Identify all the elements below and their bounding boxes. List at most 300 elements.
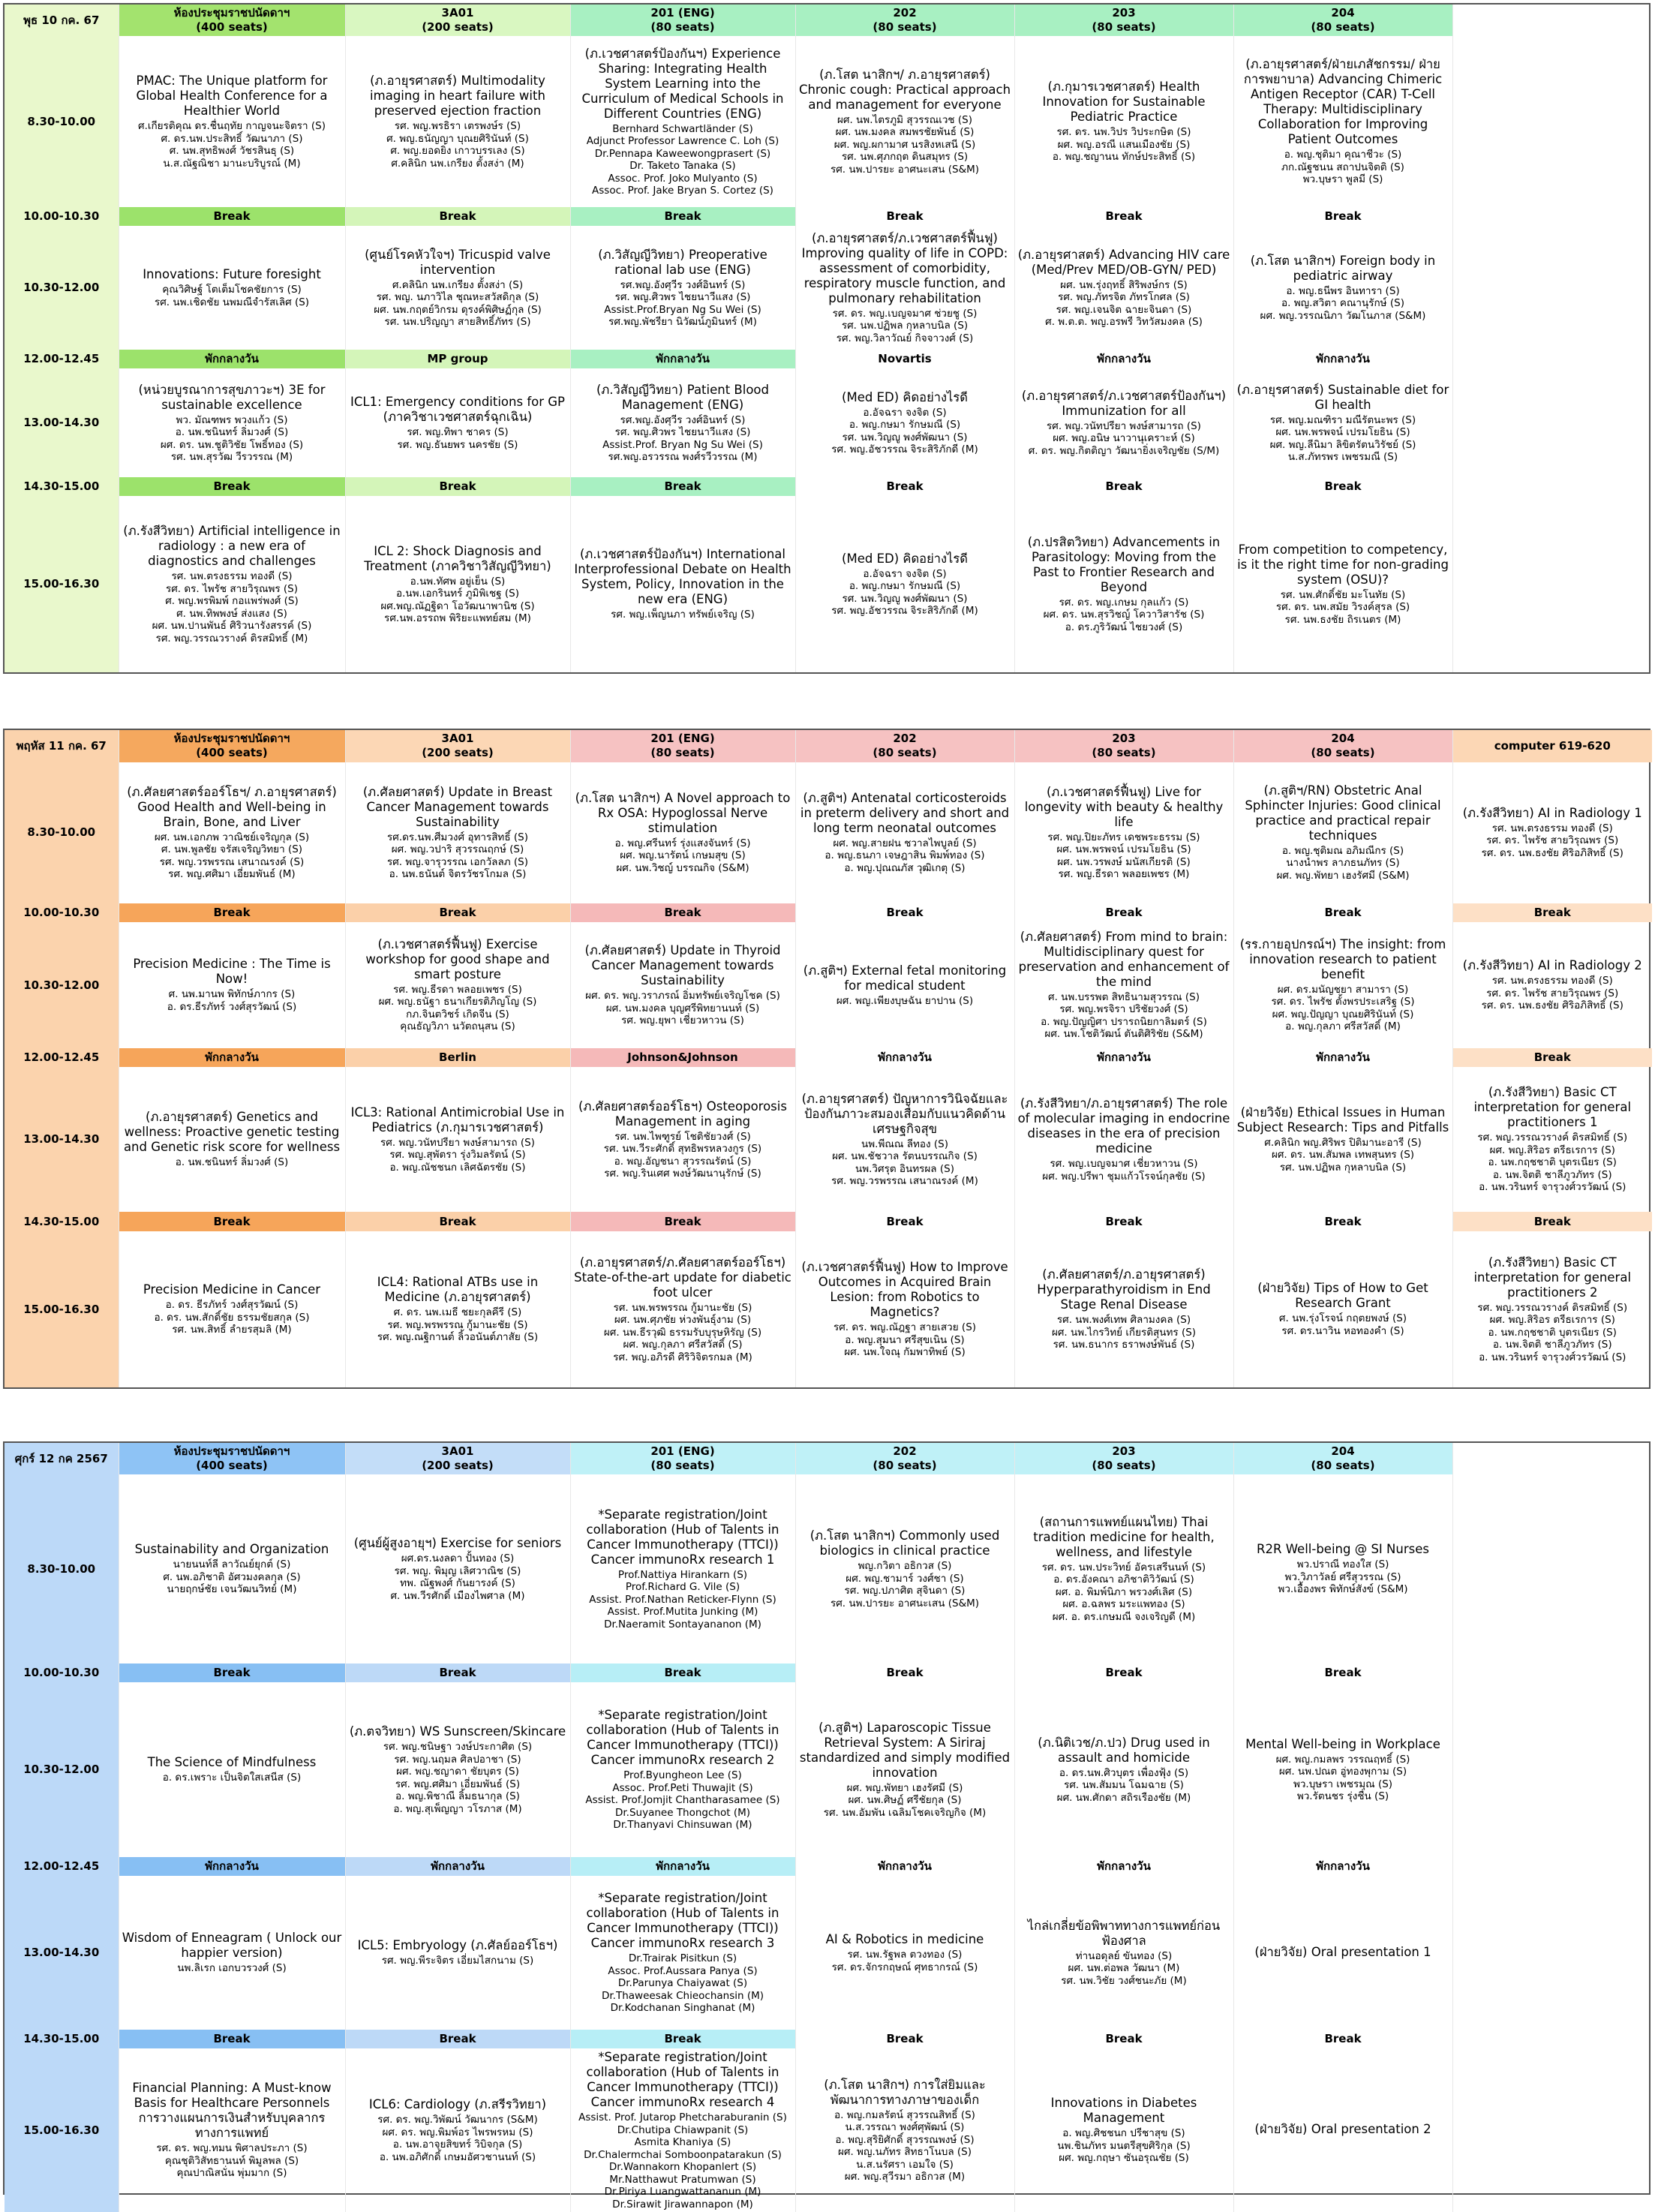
session-cell (1233, 1682, 1452, 1857)
room-name: 3A01 (441, 732, 474, 746)
speaker: รศ. พญ.เบญจมาศ เชี่ยวหาวน (S) (1050, 1158, 1198, 1171)
speaker: ผศ. นพ.ไตรภูมิ สุวรรณเวช (S) (837, 113, 972, 126)
speaker: รศ. ดร. ไพรัช ตั้งพรประเสริฐ (S) (1271, 996, 1415, 1008)
session-cell (345, 226, 570, 350)
room-seats: (200 seats) (422, 746, 494, 760)
session-cell (119, 762, 345, 903)
speaker: รศ. พญ.เพ็ญนภา ทรัพย์เจริญ (S) (611, 609, 755, 621)
session-cell (1014, 36, 1233, 207)
session-cell (345, 1876, 570, 2030)
speaker: นพ.ชินภัทร มนตรีสุขศิริกุล (S) (1057, 2139, 1191, 2152)
session-title: (ฝ่ายวิจัย) Oral presentation 1 (1254, 1944, 1431, 1959)
speaker: Assist. Prof.Mutita Junking (M) (607, 1606, 758, 1618)
session-title: (ภ.เวชศาสตร์ฟื้นฟู) How to Improve Outcomes in Acquired Brain Lesion: from Robotics to Magnetics? (801, 1260, 1008, 1320)
break-cell: Johnson&Johnson (570, 1048, 795, 1067)
break-cell: Break (570, 903, 795, 922)
session-row (5, 36, 1652, 207)
speaker: ผศ. อ. พิมพ์นิภา พรวงศ์เลิศ (S) (1055, 1585, 1193, 1598)
day-schedule-wed (3, 3, 1650, 674)
room-header (119, 1443, 345, 1474)
speaker: อ. พญ.สุริยิศักดิ์ สุวรรณพงษ์ (S) (835, 2133, 975, 2146)
session-row (5, 226, 1652, 350)
speaker: อ. พญ.ธนีพร อินทารา (S) (1286, 284, 1400, 297)
session-cell (1452, 496, 1652, 672)
speaker: ผศ.ดร.นงลดา ปั้นทอง (S) (401, 1552, 515, 1564)
speaker: รศ. ดร.จักรกฤษณ์ ศุทธากรณ์ (S) (831, 1961, 978, 1973)
speaker: Dr.Trairak Pisitkun (S) (628, 1952, 737, 1965)
room-header (795, 730, 1014, 762)
speaker: อ. พญ.สวิตา คณานุรักษ์ (S) (1281, 297, 1404, 310)
session-title: (ฝ่ายวิจัย) Oral presentation 2 (1254, 2122, 1431, 2136)
speaker: รศ. พญ.อัชวรรณ จิระสิริภักดี (M) (831, 605, 978, 617)
schedule-table (5, 5, 1652, 672)
session-title: (ภ.อายุรศาสตร์/ฝ่ายเภสัชกรรม/ ฝ่ายการพยาบาล) Advancing Chimeric Antigen Receptor (CAR) T-Cell Therapy: Multidisciplinary Collaboration for Improving Patient Outcomes (1243, 57, 1443, 147)
break-cell: พักกลางวัน (570, 1857, 795, 1876)
speaker: ผศ. พญ.กุลภา ศรีสวัสดิ์ (S) (623, 1339, 743, 1351)
speaker: Adjunct Professor Lawrence C. Loh (S) (586, 135, 779, 147)
break-cell: Break (1233, 207, 1452, 226)
speaker: กภ.จินตวิชร์ เกิดจีน (S) (406, 1008, 509, 1020)
session-cell (345, 762, 570, 903)
session-title: (ภ.สูติฯ) Laparoscopic Tissue Retrieval System: A Siriraj standardized and simply modified innovation (799, 1720, 1011, 1780)
speaker: รศ. นพ.ศุภกฤต ดินสมุทร (S) (841, 151, 969, 164)
room-header (570, 1443, 795, 1474)
speaker: Dr.Kodchanan Singhanat (M) (610, 2002, 755, 2015)
session-cell (1233, 1067, 1452, 1212)
session-cell (345, 2048, 570, 2212)
speaker: รศ. นพ.ตรงธรรม ทองดี (S) (171, 570, 293, 582)
speaker: ผศ. ดร. นพ.สุรวิชญ์ โควาวิสารัช (S) (1043, 609, 1205, 621)
session-cell (1014, 762, 1233, 903)
time-slot: 10.30-12.00 (5, 1682, 119, 1857)
session-cell (1452, 762, 1652, 903)
speaker: รศ. พญ.ภัทรจิต ภัทรโกศล (S) (1058, 291, 1190, 303)
speaker: ผศ. อ.ฉลพร มระแพทอง (S) (1062, 1598, 1185, 1611)
session-cell (1233, 762, 1452, 903)
session-title: (ภ.ศัลยศาสตร์ออร์โธฯ/ ภ.อายุรศาสตร์) Good Health and Well-being in Brain, Bone, and Liver (127, 784, 337, 829)
speaker: รศ. พญ.ยุพา เชี่ยวหาวน (S) (621, 1014, 744, 1027)
speaker: ผศ. พญ.ชญาดา ชัยบุตร (S) (396, 1766, 519, 1778)
speaker: ศ.คลินิก พญ.ศิริพร ปิติมานะอารี (S) (1264, 1136, 1422, 1149)
break-cell: Break (119, 2030, 345, 2048)
break-cell: Break (345, 207, 570, 226)
break-row (5, 207, 1652, 226)
break-cell: Break (1014, 1212, 1233, 1231)
room-name: 204 (1331, 732, 1355, 746)
session-title: (ภ.ศัลยศาสตร์ออร์โธฯ) Osteoporosis Management in aging (578, 1098, 787, 1129)
break-cell: Break (1233, 2030, 1452, 2048)
session-title: (ภ.วิสัญญีวิทยา) Preoperative rational lab use (ENG) (598, 247, 767, 277)
speaker: Dr.Suyanee Thongchot (M) (614, 1806, 751, 1819)
break-cell (1452, 207, 1652, 226)
speaker: อ. พญ.ชญานน ทักษ์ประสิทธิ์ (S) (1052, 151, 1196, 164)
speaker: นพ.ลิเรก เอกบวรวงศ์ (S) (177, 1962, 287, 1975)
room-seats: (80 seats) (1311, 1459, 1375, 1472)
session-cell (345, 368, 570, 477)
session-cell (1452, 2048, 1652, 2212)
speaker: คุณธัญวิภา นวัตถนุสน (S) (400, 1020, 515, 1033)
speaker: ผศ. พญ.ธนัฐา ธนาเกียรติภิญโญ (S) (378, 996, 537, 1008)
session-cell (1452, 368, 1652, 477)
speaker: อ. ดร.นพ.ศิวบุตร เพื่องฟุ้ง (S) (1059, 1766, 1189, 1779)
room-seats: (80 seats) (650, 1459, 715, 1472)
speaker: ศ. นพ.อภิชาติ อัศวมงคลกุล (S) (163, 1570, 301, 1583)
speaker: รศ. พญ.ปิยะภัทร เดชพระธรรม (S) (1047, 831, 1200, 843)
speaker: รศ.พญ.อังศุวีร วงศ์อินทร์ (S) (620, 413, 746, 426)
break-cell: Break (1452, 1212, 1652, 1231)
speaker: รศ. พญ.สุพัตรา รุ่งวิมลรัตน์ (S) (389, 1149, 526, 1162)
speaker: Assoc. Prof.Peti Thuwajit (S) (612, 1781, 753, 1794)
speaker: รศ. ดร. นพ.สมัย วิรงค์สุรล (S) (1275, 601, 1410, 614)
room-header (119, 5, 345, 36)
speaker: ผศ. ดร. นพ.ชูติวิชัย โพธิ์ทอง (S) (160, 438, 304, 451)
room-name: 204 (1331, 1444, 1355, 1458)
speaker: รศ. พญ. นภาวิไล ชุณหะสวัสดิกุล (S) (376, 291, 539, 303)
speaker: รศ. พญ. พิมุญ เลิศวาณิช (S) (394, 1564, 521, 1577)
speaker: ผศ. นพ.มงคล บุญศรีพิทยานนท์ (S) (605, 1002, 760, 1014)
room-seats: (80 seats) (1311, 746, 1375, 760)
time-slot: 8.30-10.00 (5, 762, 119, 903)
speaker: นพ.วิศรุต อินทรผล (S) (855, 1162, 954, 1175)
speaker: Mr.Natthawut Pratumwan (S) (609, 2173, 756, 2186)
day-schedule-thu (3, 729, 1650, 1389)
speaker: รศ. พญ.วรรณวรางค์ ติรสมิทธิ์ (S) (1477, 1132, 1628, 1144)
speaker: น.ส.ณัฐณิชา มานะบริบูรณ์ (M) (163, 157, 301, 170)
speaker: ผศ. นพ.ไกรวิทย์ เกียรติสุนทร (S) (1051, 1326, 1197, 1339)
session-cell (1452, 1876, 1652, 2030)
speaker: อ. นพ.ธนันต์ จิตรวัชรโกมล (S) (389, 868, 527, 881)
speaker: รศ. นพ.วีระศักดิ์ สุทธิพรหลวงกูร (S) (603, 1143, 762, 1156)
time-slot: 10.00-10.30 (5, 207, 119, 226)
speaker: อ.นพ.ทัศพ อยู่เย็น (S) (410, 575, 506, 588)
session-title: (ภ.ปรสิตวิทยา) Advancements in Parasitology: Moving from the Past to Frontier Research and Beyond (1027, 534, 1221, 594)
speaker: รศ. พญ.ทิพา ชาคร (S) (407, 426, 509, 438)
break-cell: พักกลางวัน (1014, 1048, 1233, 1067)
session-title: (ภ.อายุรศาสตร์) Advancing HIV care (Med/Prev MED/OB-GYN/ PED) (1017, 247, 1230, 277)
speaker: อ. นพ.ชนินทร์ ลิ่มวงศ์ (S) (175, 426, 289, 438)
session-cell (1014, 496, 1233, 672)
session-title: (ภ.อายุรศาสตร์) Sustainable diet for GI health (1236, 382, 1449, 412)
speaker: ผศ. นพ.ชัชวาล รัตนบรรณกิจ (S) (832, 1150, 978, 1163)
session-title: Precision Medicine in Cancer (143, 1282, 321, 1297)
session-title: ICL6: Cardiology (ภ.สรีรวิทยา) (368, 2097, 547, 2111)
session-cell (570, 226, 795, 350)
room-header (1233, 5, 1452, 36)
session-title: Financial Planning: A Must-know Basis for Healthcare Personnels การวางแผนการเงินสำหรับบุคลากรทางการแพทย์ (132, 2081, 332, 2141)
break-cell: Break (795, 1664, 1014, 1682)
break-cell: Break (119, 1212, 345, 1231)
speaker: อ. พญ.ชุติมา คุณาชีวะ (S) (1284, 149, 1402, 161)
break-cell: Break (570, 207, 795, 226)
break-cell: พักกลางวัน (1233, 350, 1452, 368)
speaker: ผศ. นพ.พรพจน์ เปรมโยธิน (S) (1056, 843, 1191, 856)
room-seats: (400 seats) (196, 1459, 268, 1472)
speaker: ผศ. พญ.สุวีรมา อธิกวส (M) (844, 2171, 966, 2183)
speaker: รศ. พญ.วรรณวรางค์ ติรสมิทธิ์ (M) (155, 632, 308, 645)
time-slot: 13.00-14.30 (5, 1876, 119, 2030)
break-cell: พักกลางวัน (1014, 1857, 1233, 1876)
speaker: Asmita Khaniya (S) (634, 2136, 731, 2148)
break-cell: พักกลางวัน (119, 1048, 345, 1067)
speaker: น.ส.ภัทรพร เพชรมณี (S) (1287, 451, 1398, 463)
room-header (795, 1443, 1014, 1474)
room-header-row (5, 5, 1652, 36)
session-cell (1233, 226, 1452, 350)
speaker: อ.นพ.เอกรินทร์ ภูมิพิเชฐ (S) (396, 588, 519, 600)
speaker: รศ.พญ.อรวรรณ พงศ์รวีวรรณ (M) (608, 451, 758, 463)
session-cell (795, 2048, 1014, 2212)
session-row (5, 1682, 1652, 1857)
session-cell (570, 368, 795, 477)
speaker: อ. นพ.วรินทร์ จารุวงศ์วรวัฒน์ (S) (1479, 1181, 1626, 1194)
speaker: รศ. พญ.มณฑิรา มณีรัตนะพร (S) (1269, 413, 1416, 426)
speaker: รศ. พญ.พรธิรา เตรพงษ์ร (S) (394, 120, 521, 132)
session-cell (570, 922, 795, 1048)
speaker: Assoc. Prof.Aussara Panya (S) (608, 1964, 758, 1977)
session-cell (1233, 1231, 1452, 1387)
session-title: (ศูนย์ผู้สูงอายุฯ) Exercise for seniors (353, 1536, 562, 1550)
speaker: อ.อัจฉรา จงจิต (S) (863, 567, 947, 580)
break-cell: พักกลางวัน (795, 1048, 1014, 1067)
session-title: (ภ.สูติฯ) External fetal monitoring for medical student (803, 963, 1007, 993)
speaker: ผศ. นพ.พรพจน์ เปรมโยธิน (S) (1275, 426, 1410, 438)
session-cell (570, 1682, 795, 1857)
session-cell (1452, 1682, 1652, 1857)
speaker: ศ. ดร. นพ.เมธี ชยะกุลคีรี (S) (393, 1306, 522, 1319)
speaker: Assist. Prof.Nathan Reticker-Flynn (S) (589, 1593, 776, 1606)
room-name: 201 (ENG) (650, 1444, 715, 1458)
speaker: ศ. นพ.รุ่งโรจน์ กฤตยพงษ์ (S) (1278, 1312, 1407, 1325)
session-cell (795, 1067, 1014, 1212)
session-cell (570, 2048, 795, 2212)
session-cell (1233, 2048, 1452, 2212)
speaker: นางนำพร ลาภธนภัทร (S) (1286, 857, 1400, 870)
speaker: รศ. นพ.สัมมน โฉมฉาย (S) (1064, 1779, 1184, 1792)
session-title: (ภ.อายุรศาสตร์/ภ.เวชศาสตร์ฟื้นฟู) Improving quality of life in COPD: assessment of comorbidity, respiratory muscle function, and pulmonary rehabilitation (801, 230, 1008, 305)
room-header (1014, 5, 1233, 36)
day-date: พฤหัส 11 กค. 67 (5, 730, 119, 762)
session-cell (570, 36, 795, 207)
speaker: ผศ. พญ.ปัญญา บุณยศิรินันท์ (S) (1272, 1008, 1414, 1020)
room-header (570, 5, 795, 36)
break-row (5, 1664, 1652, 1682)
speaker: อ. นพ.กฤชชาติ บุตรเนียร (S) (1488, 1326, 1617, 1339)
speaker: อ. นพ.จิตติ ชาลีภูวภัทร (S) (1492, 1168, 1612, 1181)
break-cell: MP group (345, 350, 570, 368)
session-title: (ภ.อายุรศาสตร์/ภ.ศัลยศาสตร์ออร์โธฯ) State-of-the-art update for diabetic foot ulcer (574, 1255, 791, 1300)
session-title: (ภ.สูติฯ) Antenatal corticosteroids in preterm delivery and short and long term neonatal outcomes (800, 790, 1010, 835)
speaker: อ. ดร.ธีรภัทร์ วงศ์สุรวัฒน์ (S) (167, 1000, 297, 1013)
speaker: ผศ. พญ.เพียงบุษฉัน ยาปาน (S) (836, 994, 974, 1007)
break-cell: Break (795, 1212, 1014, 1231)
speaker: ศ. นพ.ทิพพงษ์ ส่งแสง (S) (176, 607, 287, 620)
session-cell (119, 2048, 345, 2212)
speaker: รศ. ดร. นพ.วิปร วิประกษิต (S) (1056, 126, 1191, 139)
speaker: อ. พญ.กษมา รักษมณี (S) (849, 580, 961, 592)
speaker: ผศ. นพ.ใจณุ กัมพาทิพย์ (S) (844, 1346, 966, 1359)
speaker: รศ. พญ.อภิรดี ศิริวิจิตรกมล (M) (613, 1351, 752, 1363)
speaker: ผศ. นพ.ปานพันธ์ ศิริวนารังสรรค์ (S) (152, 620, 312, 632)
break-cell: Break (345, 1212, 570, 1231)
speaker: อ. พญ.กมลรัตน์ สุวรรณสิทธิ์ (S) (834, 2108, 975, 2121)
speaker: Dr.Thanyavi Chinsuwan (M) (613, 1819, 752, 1832)
speaker: ศ. ดร. พญ.กิตติญา วัฒนายิ่งเจริญชัย (S/M) (1028, 444, 1220, 457)
speaker: รศ. พญ.ธีรดา พลอยเพชร (S) (393, 983, 522, 996)
session-title: ICL3: Rational Antimicrobial Use in Pediatrics (ภ.กุมารเวชศาสตร์) (350, 1104, 565, 1135)
session-title: (หน่วยบูรณาการสุขภาวะฯ) 3E for sustainable excellence (138, 382, 326, 412)
session-cell (119, 496, 345, 672)
time-slot: 12.00-12.45 (5, 1048, 119, 1067)
session-title: *Separate registration/Joint collaboration (Hub of Talents in Cancer Immunotherapy (TTCI)) Cancer immunoRx research 4 (586, 2050, 779, 2109)
session-cell (345, 36, 570, 207)
session-title: (ภ.โสต นาสิกฯ) Commonly used biologics in clinical practice (809, 1528, 1000, 1558)
speaker: ผศ. พญ.สิริอร ตรีธเรการ (S) (1489, 1144, 1615, 1156)
speaker: อ. ดร.ภูริวัฒน์ ไชยวงศ์ (S) (1065, 621, 1183, 633)
time-slot: 15.00-16.30 (5, 496, 119, 672)
speaker: รศ. พญ.วนัทปรียา พงษ์สามารถ (S) (380, 1136, 535, 1149)
speaker: นพ.พีณณ ลีทอง (S) (861, 1138, 948, 1150)
session-title: (ภ.เวชศาสตร์ฟื้นฟู) Live for longevity with beauty & healthy life (1024, 784, 1224, 829)
speaker: Assist.Prof. Bryan Ng Su Wei (S) (602, 438, 763, 451)
break-cell: Break (345, 1664, 570, 1682)
session-cell (1233, 1876, 1452, 2030)
speaker: รศ. นพ.ศักดิ์ชัย มะโนทัย (S) (1280, 588, 1406, 601)
session-title: (ภ.วิสัญญีวิทยา) Patient Blood Management (ENG) (596, 382, 770, 412)
session-title: *Separate registration/Joint collaboration (Hub of Talents in Cancer Immunotherapy (TTCI)) Cancer immunoRx research 3 (586, 1891, 779, 1951)
session-cell (119, 1067, 345, 1212)
break-cell: Break (795, 477, 1014, 496)
session-cell (570, 496, 795, 672)
schedule-table (5, 1443, 1652, 2212)
speaker: อ. นพ.กฤชชาติ บุตรเนียร (S) (1488, 1156, 1617, 1169)
speaker: รศ. นพ.ตรงธรรม ทองดี (S) (1491, 822, 1613, 834)
speaker: Dr.Wannakorn Khopanlert (S) (608, 2161, 757, 2173)
speaker: พว.ปราณี ทองใส (S) (1296, 1558, 1389, 1571)
session-cell (570, 1876, 795, 2030)
speaker: พว.บุษรา เพชรมุณ (S) (1293, 1778, 1393, 1790)
session-cell (119, 36, 345, 207)
break-cell: Break (1452, 1048, 1652, 1067)
speaker: ผศ. พญ.วรรณนิภา วัฒโนภาส (S&M) (1260, 309, 1426, 322)
speaker: ท่านอดุลย์ ขันทอง (S) (1075, 1949, 1173, 1962)
room-seats: (80 seats) (1092, 1459, 1156, 1472)
session-cell (1014, 1474, 1233, 1664)
speaker: Dr.Piriya Luangwattananun (M) (604, 2186, 761, 2198)
speaker: Dr.Chutipa Chiawpanit (S) (617, 2123, 749, 2136)
speaker: Dr. Taketo Tanaka (S) (629, 160, 736, 172)
break-cell: Break (795, 2030, 1014, 2048)
session-title: *Separate registration/Joint collaboration (Hub of Talents in Cancer Immunotherapy (TTCI)) Cancer immunoRx research 1 (586, 1507, 779, 1567)
speaker: รศ. นพ.ธงชัย ถิรเนตร (M) (1284, 613, 1401, 626)
break-cell (1452, 350, 1652, 368)
break-cell: Break (345, 903, 570, 922)
room-header (345, 730, 570, 762)
session-title: (ภ.เวชศาสตร์ฟื้นฟู) Exercise workshop for good shape and smart posture (365, 936, 550, 981)
speaker: รศ.นพ.อรรถพ พิริยะแพทย์สม (M) (384, 612, 531, 624)
speaker: รศ. นพ.ธนากร ธราพงษ์พันธ์ (S) (1053, 1339, 1195, 1351)
speaker: รศ. พญ.เจนจิต ฉายะจินดา (S) (1056, 303, 1192, 316)
session-title: (ภ.รังสีวิทยา) Basic CT interpretation for general practitioners 1 (1473, 1085, 1632, 1130)
room-name: 202 (893, 732, 917, 746)
break-cell: Break (119, 477, 345, 496)
speaker: พว.รัตนชร รุ่งชื่น (S) (1296, 1790, 1389, 1802)
time-slot: 14.30-15.00 (5, 477, 119, 496)
speaker: รศ. ดร. นพ.ประวิทย์ อัครเสรีนนท์ (S) (1041, 1561, 1206, 1573)
speaker: Dr.Pennapa Kaweewongprasert (S) (594, 147, 771, 160)
break-row (5, 1212, 1652, 1231)
speaker: พว.เอื้องพร พิทักษ์สังข์ (S&M) (1278, 1583, 1408, 1596)
session-cell (119, 1231, 345, 1387)
speaker: Bernhard Schwartländer (S) (612, 122, 753, 135)
session-cell (345, 1682, 570, 1857)
speaker: ผศ.พญ.ณัฏฐิดา โอวัฒนาพานิช (S) (380, 600, 535, 612)
room-seats: (400 seats) (196, 746, 268, 760)
room-header-row (5, 730, 1652, 762)
session-cell (1014, 1876, 1233, 2030)
speaker: รศ. นพ.พรพรรณ กู้มานะชัย (S) (613, 1301, 752, 1314)
speaker: รศ. พญ.วิลาวัณย์ กิจจาวงศ์ (S) (836, 332, 974, 344)
session-title: (ภ.ตจวิทยา) WS Sunscreen/Skincare (349, 1724, 566, 1739)
speaker: รศ. นพ.วิญญู พงศ์พัฒนา (S) (842, 431, 968, 443)
break-cell: Break (1014, 477, 1233, 496)
break-cell: พักกลางวัน (1014, 350, 1233, 368)
speaker: Dr.Thaweesak Chieochansin (M) (601, 1989, 764, 2002)
break-cell: Break (1014, 1664, 1233, 1682)
speaker: คุณวิศิษฐ์ โตเต็มโชคชัยการ (S) (162, 284, 302, 296)
break-cell: Break (1014, 2030, 1233, 2048)
speaker: อ. นพ.อภิศักดิ์ เกษมอัศวชานนท์ (S) (379, 2150, 536, 2163)
room-seats: (80 seats) (1092, 746, 1156, 760)
speaker: รศ. พญ.พรพรรณ กู้มานะชัย (S) (387, 1318, 528, 1331)
speaker: อ. ดร. นพ.สักดิ์ชัย ธรรมชัยสกุล (S) (154, 1311, 310, 1324)
room-seats: (200 seats) (422, 20, 494, 34)
speaker: รศ. พญ.ศิวพร ไชยนาวีแสง (S) (614, 291, 751, 303)
speaker: ผศ. พญ.สิริอร ตรีธเรการ (S) (1489, 1314, 1615, 1327)
session-title: (ภ.โสต นาสิกฯ) การใส่ยิมและพัฒนาการทางภาษาของเด็ก (824, 2077, 986, 2107)
break-cell: Break (1233, 1664, 1452, 1682)
session-cell (1452, 922, 1652, 1048)
session-cell (795, 1231, 1014, 1387)
speaker: ศ. พญ.ยอดยิ่ง เกาวบรรเลง (S) (390, 145, 525, 157)
session-title: (ภ.โสต นาสิกฯ/ ภ.อายุรศาสตร์) Chronic cough: Practical approach and management for everyone (798, 67, 1011, 112)
session-cell (1452, 1231, 1652, 1387)
session-cell (1452, 1067, 1652, 1212)
break-cell: Break (1014, 903, 1233, 922)
room-name: 3A01 (441, 1444, 474, 1458)
speaker: ผศ. ดร. พญ.วราภรณ์ อิ่มทรัพย์เจริญโชค (S) (585, 990, 780, 1002)
session-cell (1452, 1474, 1652, 1664)
session-row (5, 1474, 1652, 1664)
speaker: ผศ. นพ.ศักดา สถิรเรืองชัย (M) (1056, 1791, 1191, 1804)
speaker: ผศ. นพ.กฤตย์วิกรม ดุรงค์พิศิษฏ์กุล (S) (374, 303, 542, 316)
break-cell: พักกลางวัน (795, 1857, 1014, 1876)
speaker: ผศ. พญ.อรณี แสนเมืองชัย (S) (1057, 138, 1191, 151)
session-cell (795, 496, 1014, 672)
session-cell (119, 1474, 345, 1664)
session-title: Mental Well-being in Workplace (1245, 1736, 1440, 1751)
room-name: 201 (ENG) (650, 732, 715, 746)
speaker: รศ.ดร.นพ.ศีมวงศ์ อุทารสิทธิ์ (S) (387, 831, 528, 843)
speaker: รศ. นพ.ปฏิพล กุหลาบนิล (S) (841, 320, 969, 332)
speaker: Assoc. Prof. Joko Mulyanto (S) (608, 172, 758, 185)
session-cell (1233, 922, 1452, 1048)
session-cell (345, 1067, 570, 1212)
session-title: From competition to competency, is it the right time for non-grading system (OSU)? (1237, 542, 1449, 587)
speaker: รศ.พญ.พัชรียา นิวัฒน์ภูมินทร์ (M) (608, 316, 757, 328)
break-cell (1452, 477, 1652, 496)
session-cell (1452, 226, 1652, 350)
break-cell: Break (119, 903, 345, 922)
